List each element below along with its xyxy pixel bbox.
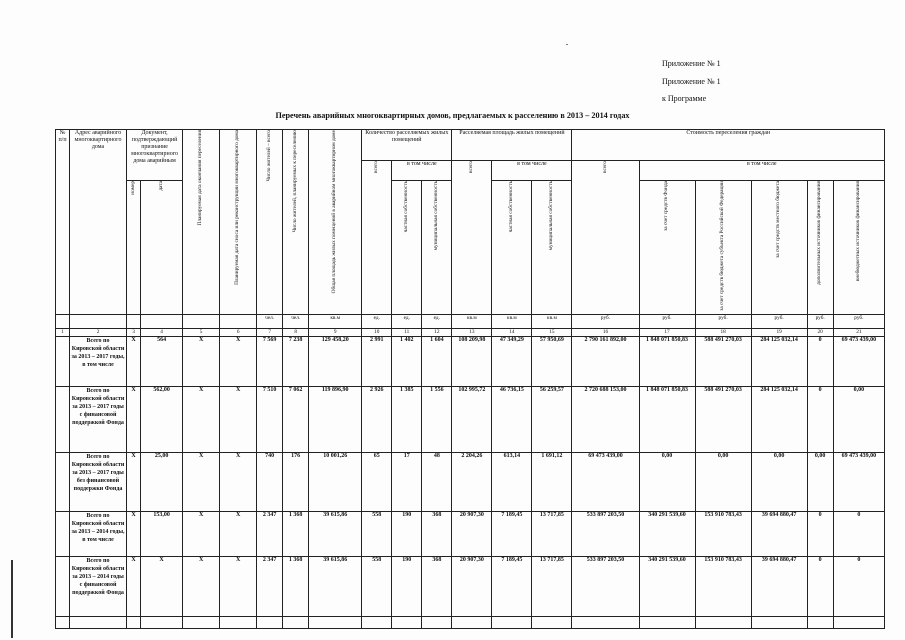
data-cell: 25,00 xyxy=(141,452,183,511)
data-cell: X xyxy=(127,511,141,556)
unit-cell xyxy=(220,314,257,328)
header-doc-date: дата xyxy=(141,181,183,315)
header-total-area: Общая площадь жилых помещений в аварийном многоквартирном доме xyxy=(309,130,362,315)
empty-cell xyxy=(572,616,639,628)
unit-cell xyxy=(70,314,127,328)
unit-cell: кв.м xyxy=(492,314,532,328)
data-cell: 1 848 071 850,83 xyxy=(639,386,695,452)
header-cost-extra: внебюджетных источников финансирования xyxy=(833,181,884,315)
empty-cell xyxy=(532,616,572,628)
column-number-row xyxy=(56,328,885,336)
row-label-cell: Всего по Кировской области за 2013 – 2014 годы, в том числе xyxy=(70,511,127,556)
column-number-cell: 14 xyxy=(492,328,532,336)
header-rooms-municipal: муниципальная собственность xyxy=(422,181,452,315)
header-cost-group: Стоимость переселения граждан xyxy=(572,130,885,161)
data-cell: X xyxy=(127,556,141,616)
header-planned-end: Планируемая дата окончания переселения xyxy=(183,130,220,315)
unit-cell: руб. xyxy=(639,314,695,328)
data-cell: 7 189,45 xyxy=(492,556,532,616)
row-number-cell xyxy=(56,386,70,452)
empty-cell xyxy=(309,616,362,628)
scan-margin-line xyxy=(11,560,13,638)
header-area-private: частная собственность xyxy=(492,181,532,315)
data-cell: 153 910 783,43 xyxy=(695,556,751,616)
data-cell: 284 125 032,14 xyxy=(751,336,807,386)
data-cell: 2 790 161 892,00 xyxy=(572,336,639,386)
data-cell: 108 209,98 xyxy=(452,336,492,386)
column-number-cell: 2 xyxy=(70,328,127,336)
data-cell: 0,00 xyxy=(751,452,807,511)
data-cell: 39 615,86 xyxy=(309,556,362,616)
empty-cell xyxy=(639,616,695,628)
empty-cell xyxy=(56,616,70,628)
appendix-label-2: Приложение № 1 xyxy=(662,77,721,86)
data-cell: X xyxy=(141,556,183,616)
empty-cell xyxy=(422,616,452,628)
data-cell: 2 991 xyxy=(362,336,392,386)
header-cost-subject: за счет средств бюджета субъекта Российской Федерации xyxy=(695,181,751,315)
units-row xyxy=(56,314,885,328)
unit-cell: чел. xyxy=(257,314,283,328)
column-number-cell: 10 xyxy=(362,328,392,336)
row-label-cell: Всего по Кировской области за 2013 – 2017 годы, в том числе xyxy=(70,336,127,386)
header-cost-total: всего xyxy=(572,161,639,315)
column-number-cell: 11 xyxy=(392,328,422,336)
data-cell: 1 691,12 xyxy=(532,452,572,511)
column-number-cell: 18 xyxy=(695,328,751,336)
unit-cell xyxy=(183,314,220,328)
empty-cell xyxy=(127,616,141,628)
data-cell: 69 473 439,00 xyxy=(833,452,884,511)
empty-cell xyxy=(362,616,392,628)
data-cell: 0,00 xyxy=(695,452,751,511)
data-cell: 10 001,26 xyxy=(309,452,362,511)
table-body xyxy=(56,336,885,616)
data-cell: 129 458,20 xyxy=(309,336,362,386)
housing-register-table xyxy=(55,129,885,629)
data-cell: 102 995,72 xyxy=(452,386,492,452)
column-number-cell: 19 xyxy=(751,328,807,336)
data-cell: 57 950,69 xyxy=(532,336,572,386)
row-number-cell xyxy=(56,336,70,386)
unit-cell xyxy=(127,314,141,328)
data-cell: 0 xyxy=(833,511,884,556)
data-cell: 1 368 xyxy=(283,556,309,616)
unit-cell: чел. xyxy=(283,314,309,328)
data-cell: X xyxy=(220,386,257,452)
header-rooms-group: Количество расселяемых жилых помещений xyxy=(362,130,452,161)
data-cell: 39 615,86 xyxy=(309,511,362,556)
data-cell: X xyxy=(220,556,257,616)
empty-cell xyxy=(257,616,283,628)
data-cell: 1 556 xyxy=(422,386,452,452)
data-cell: 190 xyxy=(392,511,422,556)
data-cell: 613,14 xyxy=(492,452,532,511)
column-number-cell: 13 xyxy=(452,328,492,336)
document-title: Перечень аварийных многоквартирных домов, предлагаемых к расселению в 2013 – 2014 годах xyxy=(275,111,630,120)
program-reference: к Программе xyxy=(662,94,707,103)
data-cell: X xyxy=(220,452,257,511)
data-cell: 284 125 032,14 xyxy=(751,386,807,452)
data-cell: X xyxy=(183,336,220,386)
data-cell: 0 xyxy=(807,511,833,556)
data-cell: X xyxy=(127,336,141,386)
column-number-cell: 3 xyxy=(127,328,141,336)
data-cell: 190 xyxy=(392,556,422,616)
row-number-cell xyxy=(56,452,70,511)
column-number-cell: 7 xyxy=(257,328,283,336)
unit-cell: руб. xyxy=(751,314,807,328)
data-cell: 7 238 xyxy=(283,336,309,386)
unit-cell: ед. xyxy=(362,314,392,328)
column-number-cell: 9 xyxy=(309,328,362,336)
table-row xyxy=(56,386,885,452)
header-planned-demolition: Планируемая дата сноса или реконструкции многоквартирного дома xyxy=(220,130,257,315)
column-number-cell: 4 xyxy=(141,328,183,336)
column-number-cell: 6 xyxy=(220,328,257,336)
data-cell: X xyxy=(183,386,220,452)
table-row xyxy=(56,452,885,511)
unit-cell: кв.м xyxy=(452,314,492,328)
data-cell: 562,00 xyxy=(141,386,183,452)
unit-cell xyxy=(141,314,183,328)
column-number-cell: 17 xyxy=(639,328,695,336)
data-cell: 2 204,26 xyxy=(452,452,492,511)
header-cost-additional: дополнительных источников финансирования xyxy=(807,181,833,315)
table-row xyxy=(56,336,885,386)
data-cell: 20 907,30 xyxy=(452,511,492,556)
data-cell: 588 491 270,03 xyxy=(695,336,751,386)
column-number-cell: 8 xyxy=(283,328,309,336)
data-cell: X xyxy=(183,511,220,556)
empty-cell xyxy=(452,616,492,628)
data-cell: 46 736,15 xyxy=(492,386,532,452)
column-number-cell: 1 xyxy=(56,328,70,336)
unit-cell: руб. xyxy=(695,314,751,328)
header-cost-local: за счет средств местного бюджета xyxy=(751,181,807,315)
data-cell: 17 xyxy=(392,452,422,511)
data-cell: 0 xyxy=(833,556,884,616)
unit-cell xyxy=(56,314,70,328)
data-cell: 558 xyxy=(362,556,392,616)
data-cell: 7 569 xyxy=(257,336,283,386)
data-cell: 740 xyxy=(257,452,283,511)
data-cell: X xyxy=(220,336,257,386)
column-number-cell: 12 xyxy=(422,328,452,336)
unit-cell: ед. xyxy=(392,314,422,328)
data-cell: 1 848 071 850,83 xyxy=(639,336,695,386)
data-cell: X xyxy=(220,511,257,556)
data-cell: 153,00 xyxy=(141,511,183,556)
unit-cell: кв.м xyxy=(532,314,572,328)
column-number-cell: 16 xyxy=(572,328,639,336)
data-cell: 56 259,57 xyxy=(532,386,572,452)
data-cell: 588 491 270,03 xyxy=(695,386,751,452)
empty-cell xyxy=(751,616,807,628)
data-cell: 1 604 xyxy=(422,336,452,386)
column-number-cell: 21 xyxy=(833,328,884,336)
header-cost-in-number: в том числе xyxy=(639,161,884,181)
header-area-group: Расселяемая площадь жилых помещений xyxy=(452,130,572,161)
empty-cell xyxy=(492,616,532,628)
data-cell: 69 473 439,00 xyxy=(833,336,884,386)
data-cell: 0,00 xyxy=(639,452,695,511)
data-cell: 39 694 880,47 xyxy=(751,556,807,616)
data-cell: 13 717,85 xyxy=(532,511,572,556)
row-label-cell: Всего по Кировской области за 2013 – 2017 годы без финансовой поддержки Фонда xyxy=(70,452,127,511)
empty-cell xyxy=(807,616,833,628)
data-cell: 7 062 xyxy=(283,386,309,452)
empty-cell xyxy=(695,616,751,628)
data-cell: X xyxy=(183,452,220,511)
empty-cell xyxy=(70,616,127,628)
data-cell: 0 xyxy=(807,556,833,616)
data-cell: 1 402 xyxy=(392,336,422,386)
row-number-cell xyxy=(56,511,70,556)
data-cell: 7 510 xyxy=(257,386,283,452)
data-cell: 0,00 xyxy=(807,452,833,511)
data-cell: 533 897 203,50 xyxy=(572,556,639,616)
data-cell: 368 xyxy=(422,511,452,556)
data-cell: 368 xyxy=(422,556,452,616)
data-cell: 48 xyxy=(422,452,452,511)
data-cell: 0,00 xyxy=(833,386,884,452)
header-area-in-number: в том числе xyxy=(492,161,572,181)
header-area-municipal: муниципальная собственность xyxy=(532,181,572,315)
unit-cell: ед. xyxy=(422,314,452,328)
header-rooms-private: частная собственность xyxy=(392,181,422,315)
data-cell: 153 910 783,43 xyxy=(695,511,751,556)
header-residents-total: Число жителей – всего xyxy=(257,130,283,315)
data-cell: X xyxy=(183,556,220,616)
data-cell: 2 720 688 153,00 xyxy=(572,386,639,452)
table-row xyxy=(56,511,885,556)
data-cell: 47 349,29 xyxy=(492,336,532,386)
data-cell: 340 291 539,60 xyxy=(639,556,695,616)
header-residents-planned: Число жителей, планируемых к переселению xyxy=(283,130,309,315)
data-cell: 0 xyxy=(807,386,833,452)
data-cell: 2 926 xyxy=(362,386,392,452)
data-cell: 340 291 539,60 xyxy=(639,511,695,556)
unit-cell: кв.м xyxy=(309,314,362,328)
unit-cell: руб. xyxy=(807,314,833,328)
data-cell: 119 896,90 xyxy=(309,386,362,452)
column-number-cell: 20 xyxy=(807,328,833,336)
data-cell: 0 xyxy=(807,336,833,386)
appendix-label-1: Приложение № 1 xyxy=(662,59,721,68)
row-label-cell: Всего по Кировской области за 2013 – 2014 годы с финансовой поддержкой Фонда xyxy=(70,556,127,616)
data-cell: 20 907,30 xyxy=(452,556,492,616)
empty-cell xyxy=(141,616,183,628)
header-doc-number: номер xyxy=(127,181,141,315)
data-cell: 2 347 xyxy=(257,511,283,556)
data-cell: 558 xyxy=(362,511,392,556)
unit-cell: руб. xyxy=(572,314,639,328)
column-number-cell: 15 xyxy=(532,328,572,336)
header-area-total: всего xyxy=(452,161,492,315)
header-cost-fund: за счет средств Фонда xyxy=(639,181,695,315)
data-cell: 1 385 xyxy=(392,386,422,452)
data-cell: 2 347 xyxy=(257,556,283,616)
data-cell: 13 717,85 xyxy=(532,556,572,616)
data-cell: 1 368 xyxy=(283,511,309,556)
header-rooms-in-number: в том числе xyxy=(392,161,452,181)
empty-cell xyxy=(833,616,884,628)
data-cell: 176 xyxy=(283,452,309,511)
data-cell: 7 189,45 xyxy=(492,511,532,556)
header-document: Документ, подтверждающий признание многоквартирного дома аварийным xyxy=(127,130,183,181)
data-cell: X xyxy=(127,386,141,452)
header-row-number: № п/п xyxy=(56,130,70,315)
trailing-empty-row xyxy=(56,616,885,628)
unit-cell: руб. xyxy=(833,314,884,328)
scan-speck xyxy=(566,44,568,45)
data-cell: 65 xyxy=(362,452,392,511)
row-label-cell: Всего по Кировской области за 2013 – 2017 годы с финансовой поддержкой Фонда xyxy=(70,386,127,452)
table-row xyxy=(56,556,885,616)
header-rooms-total: всего xyxy=(362,161,392,315)
data-cell: X xyxy=(127,452,141,511)
data-cell: 39 694 880,47 xyxy=(751,511,807,556)
data-cell: 564 xyxy=(141,336,183,386)
data-cell: 69 473 439,00 xyxy=(572,452,639,511)
empty-cell xyxy=(183,616,220,628)
empty-cell xyxy=(283,616,309,628)
empty-cell xyxy=(220,616,257,628)
data-cell: 533 897 203,50 xyxy=(572,511,639,556)
empty-cell xyxy=(392,616,422,628)
column-number-cell: 5 xyxy=(183,328,220,336)
row-number-cell xyxy=(56,556,70,616)
header-address: Адрес аварийного многоквартирного дома xyxy=(70,130,127,315)
